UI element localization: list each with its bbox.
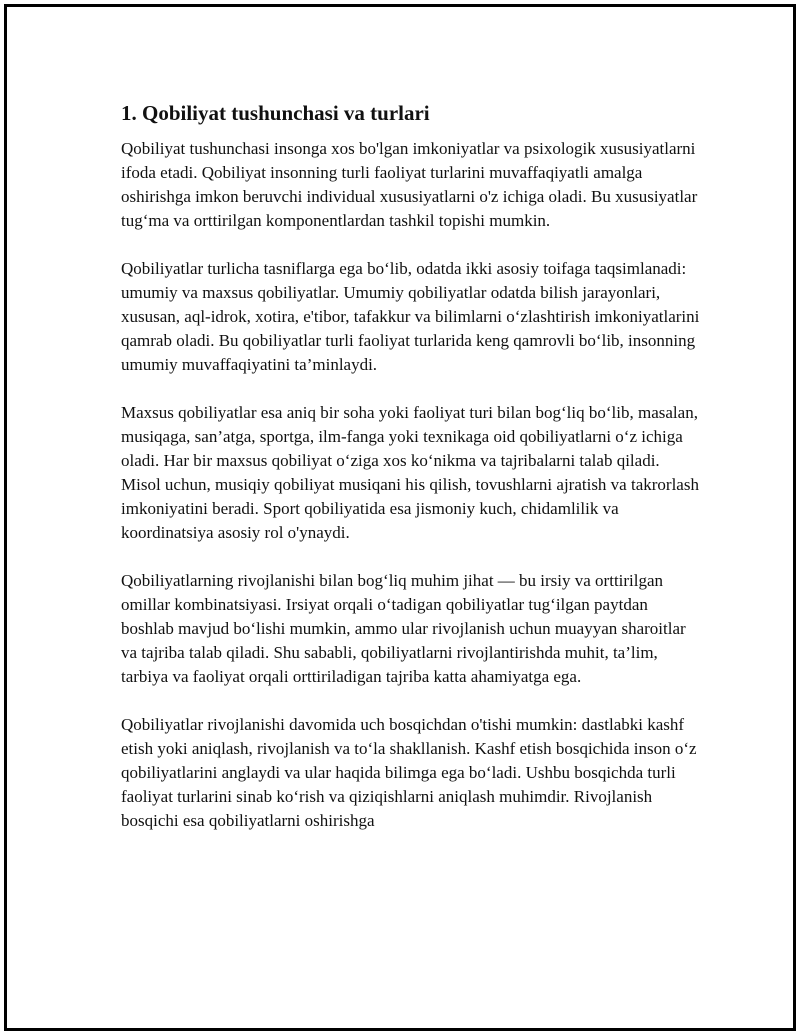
section-heading: 1. Qobiliyat tushunchasi va turlari xyxy=(121,101,430,125)
paragraph-3: Maxsus qobiliyatlar esa aniq bir soha yoki faoliyat turi bilan bog‘liq bo‘lib, masalan, musiqaga, san’atga, sportga, ilm-fanga yoki texnikaga oid qobiliyatlarni o‘z ichiga oladi. Har bir maxsus qobiliyat o‘ziga xos ko‘nikma va tajribalarni talab qiladi. Misol uchun, musiqiy qobiliyat musiqani his qilish, tovushlarni ajratish va takrorlash imkoniyatini beradi. Sport qobiliyatida esa jismoniy kuch, chidamlilik va koordinatsiya asosiy rol o'ynaydi. xyxy=(121,403,699,542)
document-body xyxy=(121,99,701,857)
paragraph-4: Qobiliyatlarning rivojlanishi bilan bog‘liq muhim jihat — bu irsiy va orttirilgan omillar kombinatsiyasi. Irsiyat orqali o‘tadigan qobiliyatlar tug‘ilgan paytdan boshlab mavjud bo‘lishi mumkin, ammo ular rivojlanish uchun muayyan sharoitlar va tajriba talab qiladi. Shu sababli, qobiliyatlarni rivojlantirishda muhit, ta’lim, tarbiya va faoliyat orqali orttiriladigan tajriba katta ahamiyatga ega. xyxy=(121,571,686,686)
paragraph-2: Qobiliyatlar turlicha tasniflarga ega bo‘lib, odatda ikki asosiy toifaga taqsimlanadi: umumiy va maxsus qobiliyatlar. Umumiy qobiliyatlar odatda bilish jarayonlari, xususan, aql-idrok, xotira, e'tibor, tafakkur va bilimlarni o‘zlashtirish imkoniyatlarini qamrab oladi. Bu qobiliyatlar turli faoliyat turlarida keng qamrovli bo‘lib, insonning umumiy muvaffaqiyatini ta’minlaydi. xyxy=(121,259,700,374)
paragraph-5: Qobiliyatlar rivojlanishi davomida uch bosqichdan o'tishi mumkin: dastlabki kashf etish yoki aniqlash, rivojlanish va to‘la shakllanish. Kashf etish bosqichida inson o‘z qobiliyatlarini anglaydi va ular haqida bilimga ega bo‘ladi. Ushbu bosqichda turli faoliyat turlarini sinab ko‘rish va qiziqishlarni aniqlash muhimdir. Rivojlanish bosqichi esa qobiliyatlarni oshirishga xyxy=(121,715,697,830)
document-page xyxy=(4,4,796,1031)
paragraph-1: Qobiliyat tushunchasi insonga xos bo'lgan imkoniyatlar va psixologik xususiyatlarni ifoda etadi. Qobiliyat insonning turli faoliyat turlarini muvaffaqiyatli amalga oshirishga imkon beruvchi individual xususiyatlarni o'z ichiga oladi. Bu xususiyatlar tug‘ma va orttirilgan komponentlardan tashkil topishi mumkin. xyxy=(121,139,698,230)
